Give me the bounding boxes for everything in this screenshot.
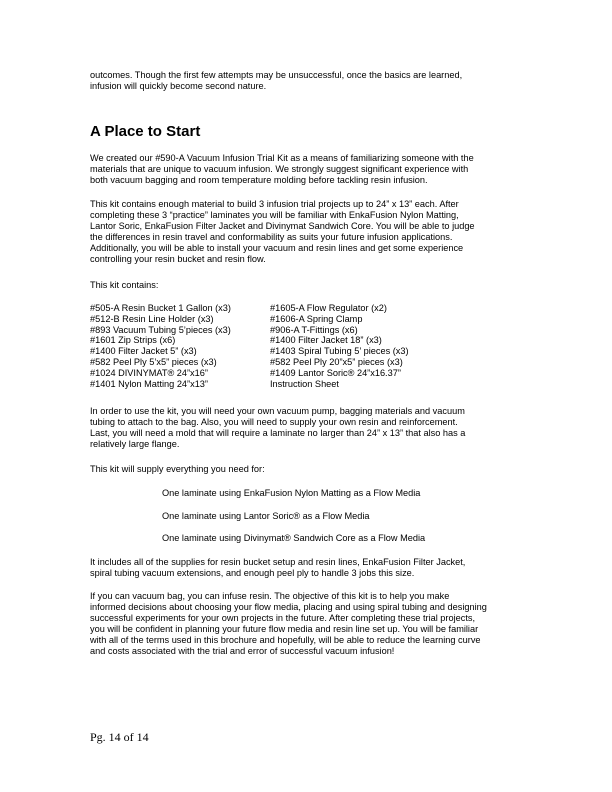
text-line: informed decisions about choosing your flow media, placing and using spiral tubing and designing xyxy=(90,602,487,612)
use-item: One laminate using Lantor Soric® as a Flow Media xyxy=(162,511,370,521)
text-line: It includes all of the supplies for resin bucket setup and resin lines, EnkaFusion Filter Jacket, xyxy=(90,557,466,567)
kit-list-left xyxy=(90,303,231,389)
text-line: In order to use the kit, you will need your own vacuum pump, bagging materials and vacuum xyxy=(90,406,465,416)
kit-item: #582 Peel Ply 5’x5” pieces (x3) xyxy=(90,356,217,367)
kit-item: #1409 Lantor Soric® 24”x16.37” xyxy=(270,367,401,378)
paragraph-2 xyxy=(90,199,530,265)
kit-item: #512-B Resin Line Holder (x3) xyxy=(90,313,214,324)
kit-list-right xyxy=(270,303,409,389)
paragraph-1 xyxy=(90,153,530,186)
text-line: both vacuum bagging and room temperature molding before tackling resin infusion. xyxy=(90,175,428,185)
paragraph-5 xyxy=(90,591,530,657)
contains-label: This kit contains: xyxy=(90,280,159,290)
text-line: Last, you will need a mold that will require a laminate no larger than 24” x 13” that also has a xyxy=(90,428,466,438)
text-line: completing these 3 “practice” laminates you will be familiar with EnkaFusion Nylon Matting, xyxy=(90,210,459,220)
kit-item: #582 Peel Ply 20”x5” pieces (x3) xyxy=(270,356,403,367)
text-line: and costs associated with the trial and error of successful vacuum infusion! xyxy=(90,646,395,656)
text-line: tubing to attach to the bag. Also, you will need to supply your own resin and reinforcement. xyxy=(90,417,458,427)
text-line: spiral tubing vacuum extensions, and enough peel ply to handle 3 jobs this size. xyxy=(90,568,415,578)
text-line: This kit contains enough material to build 3 infusion trial projects up to 24” x 13” each. After xyxy=(90,199,459,209)
text-line: Additionally, you will be able to install your vacuum and resin lines and get some experience xyxy=(90,243,464,253)
paragraph-3 xyxy=(90,406,530,450)
text-line: the differences in resin travel and conformability as suits your future infusion applications. xyxy=(90,232,453,242)
kit-item: #1401 Nylon Matting 24”x13” xyxy=(90,378,208,389)
text-line: relatively large flange. xyxy=(90,439,180,449)
kit-item: #1605-A Flow Regulator (x2) xyxy=(270,303,387,313)
use-item: One laminate using EnkaFusion Nylon Matting as a Flow Media xyxy=(162,488,421,498)
text-line: We created our #590-A Vacuum Infusion Trial Kit as a means of familiarizing someone with the xyxy=(90,153,474,163)
text-line: you will be confident in planning your future flow media and resin line set up. You will be familiar xyxy=(90,624,479,634)
text-line: If you can vacuum bag, you can infuse resin. The objective of this kit is to help you make xyxy=(90,591,450,601)
kit-item: Instruction Sheet xyxy=(270,378,339,389)
text-line: with all of the terms used in this brochure and hopefully, will be able to reduce the learning curve xyxy=(90,635,481,645)
kit-item: #1400 Filter Jacket 5” (x3) xyxy=(90,346,197,357)
kit-item: #505-A Resin Bucket 1 Gallon (x3) xyxy=(90,303,231,313)
kit-item: #1403 Spiral Tubing 5’ pieces (x3) xyxy=(270,346,409,357)
section-heading: A Place to Start xyxy=(90,123,201,140)
paragraph-4 xyxy=(90,557,530,579)
kit-item: #893 Vacuum Tubing 5’pieces (x3) xyxy=(90,324,231,335)
text-line: materials that are unique to vacuum infusion. We strongly suggest significant experience with xyxy=(90,164,469,174)
text-line: outcomes. Though the first few attempts may be unsuccessful, once the basics are learned, xyxy=(90,70,463,80)
kit-item: #1606-A Spring Clamp xyxy=(270,313,363,324)
kit-item: #1601 Zip Strips (x6) xyxy=(90,335,176,346)
use-item: One laminate using Divinymat® Sandwich Core as a Flow Media xyxy=(162,533,426,543)
kit-item: #1400 Filter Jacket 18” (x3) xyxy=(270,335,382,346)
text-line: controlling your resin bucket and resin flow. xyxy=(90,254,266,264)
kit-item: #906-A T-Fittings (x6) xyxy=(270,324,358,335)
kit-item: #1024 DIVINYMAT® 24”x16” xyxy=(90,367,208,378)
text-line: Lantor Soric, EnkaFusion Filter Jacket and Divinymat Sandwich Core. You will be able to judge xyxy=(90,221,475,231)
text-line: infusion will quickly become second nature. xyxy=(90,81,267,91)
intro-paragraph xyxy=(90,70,530,92)
page-number: Pg. 14 of 14 xyxy=(90,730,149,744)
text-line: successful experiments for your own projects in the future. After completing these trial projects, xyxy=(90,613,476,623)
supply-label: This kit will supply everything you need for: xyxy=(90,464,265,474)
